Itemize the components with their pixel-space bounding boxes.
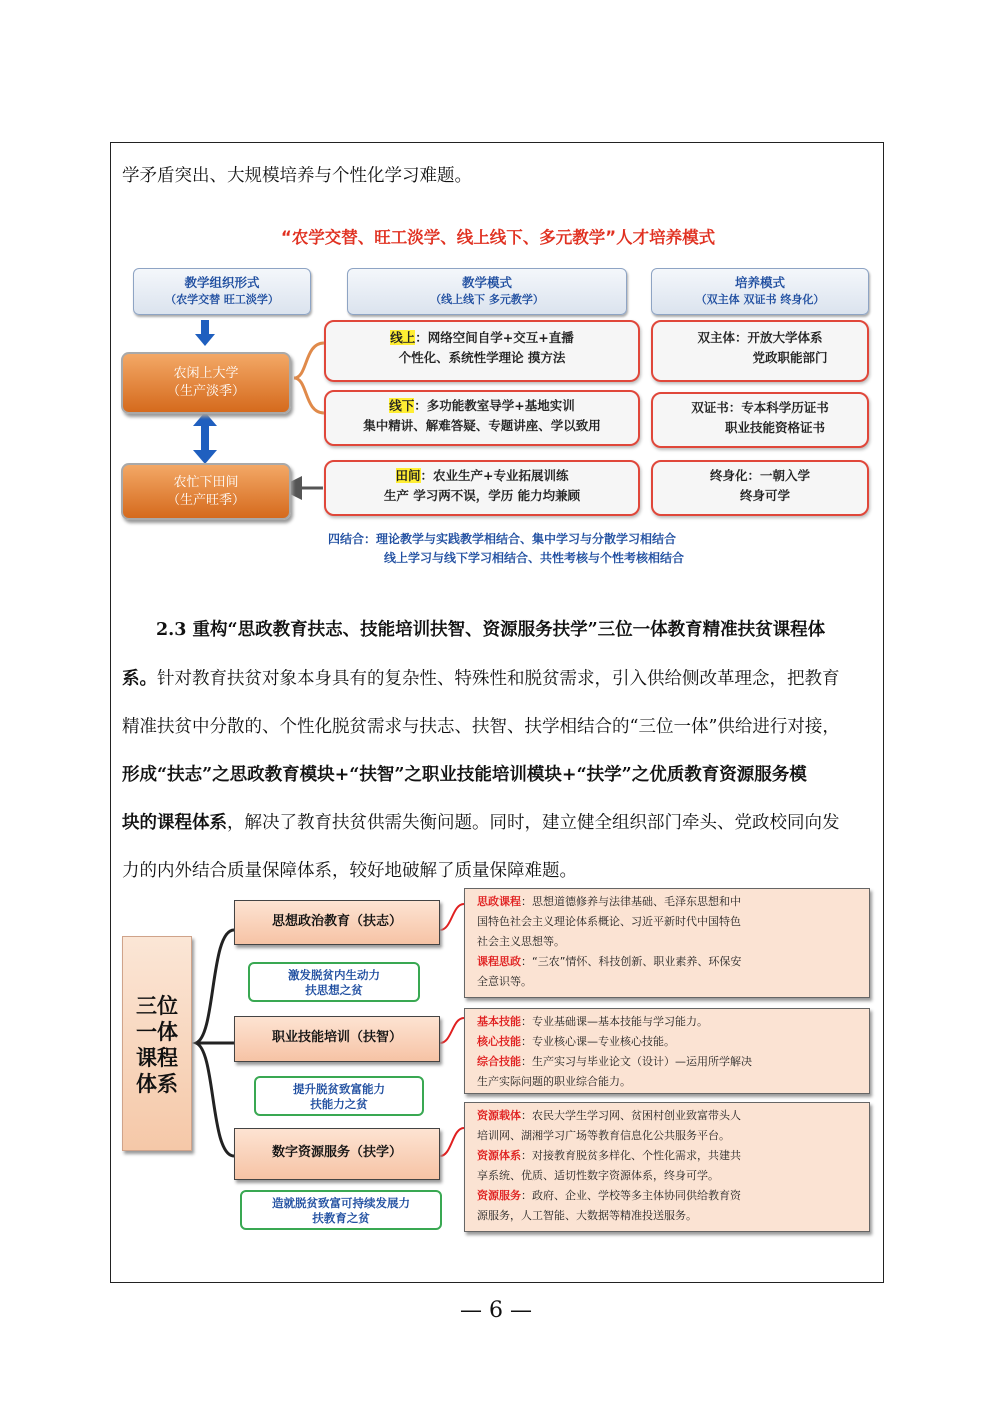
desc-digital: 资源载体：农民大学生学习网、贫困村创业致富带头人 培训网、湖湘学习广场等教育信息化公共服务平台。 资源体系：对接教育脱贫多样化、个性化需求，共建共 享系统、优质、适切性数字资源体系，终身可学。 资源服务：政府、企业、学校等多主体协同供给教育资 源服务，人工智能、大数据等精准投送服务。	[464, 1102, 870, 1232]
header-teaching-mode: 教学模式 （线上线下 多元教学）	[347, 268, 627, 315]
desc-ideological: 思政课程：思想道德修养与法律基础、毛泽东思想和中 国特色社会主义理论体系概论、习近平新时代中国特色 社会主义思想等。 课程思政：“三农”情怀、科技创新、职业素养、环保安 全意识等。	[464, 888, 870, 998]
dual-cert-box: 双证书：专本科学历证书 职业技能资格证书	[651, 392, 869, 448]
talent-training-diagram	[118, 220, 878, 580]
four-combinations-line1: 四结合：理论教学与实践教学相结合、集中学习与分散学习相结合	[328, 532, 677, 546]
desc-vocational: 基本技能：专业基础课—基本技能与学习能力。 核心技能：专业核心课—专业核心技能。 综合技能：生产实习与毕业论文（设计）—运用所学解决 生产实际问题的职业综合能力。	[464, 1008, 870, 1094]
dual-subject-box: 双主体：开放大学体系 党政职能部门	[651, 320, 869, 382]
three-in-one-label: 三位 一体 课程 体系	[122, 936, 192, 1151]
module-ideological: 思想政治教育（扶志）	[234, 900, 440, 945]
course-system-diagram	[118, 888, 878, 1238]
field-box: 田间：农业生产+专业拓展训练 生产 学习两不误，学历 能力均兼顾	[324, 460, 640, 516]
para-line-4: 形成“扶志”之思政教育模块+“扶智”之职业技能培训模块+“扶学”之优质教育资源服务模	[122, 765, 807, 785]
header-organization: 教学组织形式 （农学交替 旺工淡学）	[133, 268, 311, 315]
para-line-3: 精准扶贫中分散的、个性化脱贫需求与扶志、扶智、扶学相结合的“三位一体”供给进行对接，	[122, 717, 840, 737]
top-line: 学矛盾突出、大规模培养与个性化学习难题。	[122, 166, 472, 186]
para-line-6: 力的内外结合质量保障体系，较好地破解了质量保障难题。	[122, 861, 577, 881]
module-ideological-goal: 激发脱贫内生动力 扶思想之贫	[248, 962, 420, 1002]
module-vocational: 职业技能培训（扶智）	[234, 1016, 440, 1062]
season-slack-box: 农闲上大学 （生产淡季）	[121, 352, 291, 414]
offline-box: 线下：多功能教室导学+基地实训 集中精讲、解难答疑、专题讲座、学以致用	[324, 390, 640, 446]
lifelong-box: 终身化：一朝入学 终身可学	[651, 460, 869, 516]
online-box: 线上：网络空间自学+交互+直播 个性化、系统性学理论 摸方法	[324, 320, 640, 382]
season-busy-box: 农忙下田间 （生产旺季）	[121, 463, 291, 520]
four-combinations-line2: 线上学习与线下学习相结合、共性考核与个性考核相结合	[384, 551, 685, 565]
para-line-1: 2.3 重构“思政教育扶志、技能培训扶智、资源服务扶学”三位一体教育精准扶贫课程体	[156, 620, 826, 640]
page-number: — 6 —	[460, 1298, 532, 1323]
header-training-mode: 培养模式 （双主体 双证书 终身化）	[651, 268, 869, 315]
diagram1-title: “农学交替、旺工淡学、线上线下、多元教学”人才培养模式	[280, 228, 716, 247]
module-digital: 数字资源服务（扶学）	[234, 1128, 440, 1180]
module-vocational-goal: 提升脱贫致富能力 扶能力之贫	[254, 1076, 424, 1116]
para-line-5: 块的课程体系，解决了教育扶贫供需失衡问题。同时，建立健全组织部门牵头、党政校同向发	[122, 813, 840, 833]
module-digital-goal: 造就脱贫致富可持续发展力 扶教育之贫	[240, 1190, 442, 1230]
para-line-2: 系。针对教育扶贫对象本身具有的复杂性、特殊性和脱贫需求，引入供给侧改革理念，把教育	[122, 669, 840, 689]
